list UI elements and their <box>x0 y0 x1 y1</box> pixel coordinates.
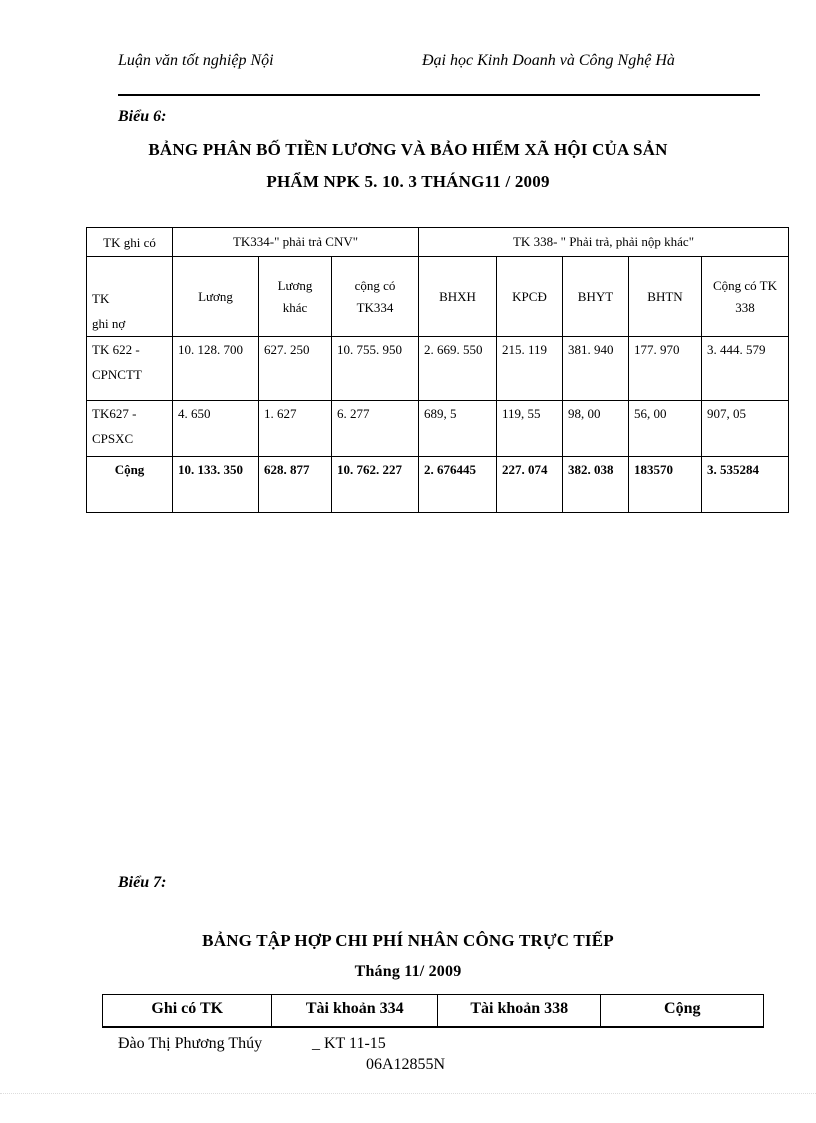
col-header: BHXH <box>419 257 497 337</box>
table-cell: 381. 940 <box>563 337 629 401</box>
table-cell: 56, 00 <box>629 401 702 457</box>
col-header: Lương <box>173 257 259 337</box>
corner-tk: TK <box>92 291 110 306</box>
table-cell: 10. 755. 950 <box>332 337 419 401</box>
table-row <box>87 401 789 457</box>
col-header: Ghi có TK <box>103 995 272 1026</box>
bieu6-title-line1: BẢNG PHÂN BỐ TIỀN LƯƠNG VÀ BẢO HIỂM XÃ HỘI CỦA SẢN <box>148 140 668 159</box>
table-cell: 10. 128. 700 <box>173 337 259 401</box>
table-cell: 907, 05 <box>702 401 789 457</box>
table-cell: 2. 669. 550 <box>419 337 497 401</box>
page-bottom-divider <box>0 1093 816 1094</box>
header-right: Đại học Kinh Doanh và Công Nghệ Hà <box>422 52 675 69</box>
col-header: KPCĐ <box>497 257 563 337</box>
table-cell: 628. 877 <box>259 457 332 513</box>
col-header: Lương khác <box>259 257 332 337</box>
table-cell: 10. 762. 227 <box>332 457 419 513</box>
corner-bottom <box>87 257 173 337</box>
corner-top: TK ghi có <box>87 228 173 257</box>
corner-ghi-no: ghi nợ <box>92 316 126 331</box>
col-header: BHTN <box>629 257 702 337</box>
table-cell: 98, 00 <box>563 401 629 457</box>
bieu6-label: Biểu 6: <box>118 108 167 125</box>
table-cell: TK 622 - CPNCTT <box>87 337 173 401</box>
table-cell: 227. 074 <box>497 457 563 513</box>
bieu7-table-header <box>102 994 764 1028</box>
table-cell: 119, 55 <box>497 401 563 457</box>
bieu7-title: BẢNG TẬP HỢP CHI PHÍ NHÂN CÔNG TRỰC TIẾP <box>202 931 614 950</box>
footer-author: Đào Thị Phương Thúy <box>118 1035 263 1052</box>
table-cell: 627. 250 <box>259 337 332 401</box>
table-cell: 6. 277 <box>332 401 419 457</box>
bieu6-title-line2: PHẨM NPK 5. 10. 3 THÁNG11 / 2009 <box>266 172 550 191</box>
group-header-338: TK 338- " Phải trả, phải nộp khác" <box>419 228 789 257</box>
footer-code: 06A12855N <box>366 1056 446 1073</box>
col-header: Tài khoản 338 <box>438 995 602 1026</box>
col-header: Cộng có TK 338 <box>702 257 789 337</box>
table-cell: 3. 535284 <box>702 457 789 513</box>
bieu7-label: Biểu 7: <box>118 874 167 891</box>
col-header: cộng có TK334 <box>332 257 419 337</box>
total-row <box>87 457 789 513</box>
table-cell: 177. 970 <box>629 337 702 401</box>
bieu7-subtitle: Tháng 11/ 2009 <box>354 963 462 980</box>
footer-class: _ KT 11-15 <box>312 1035 386 1052</box>
table-cell: 4. 650 <box>173 401 259 457</box>
table-cell: 3. 444. 579 <box>702 337 789 401</box>
bieu6-table <box>86 227 789 513</box>
col-header: Tài khoản 334 <box>272 995 438 1026</box>
table-cell: TK627 - CPSXC <box>87 401 173 457</box>
col-header: BHYT <box>563 257 629 337</box>
table-cell: 382. 038 <box>563 457 629 513</box>
header-divider <box>118 94 760 96</box>
table-cell: 215. 119 <box>497 337 563 401</box>
table-cell: 183570 <box>629 457 702 513</box>
col-header: Cộng <box>664 1000 701 1017</box>
table-cell: 1. 627 <box>259 401 332 457</box>
group-header-334: TK334-" phải trả CNV" <box>173 228 419 257</box>
header-left: Luận văn tốt nghiệp Nội <box>118 52 274 69</box>
table-row <box>87 337 789 401</box>
table-cell: 689, 5 <box>419 401 497 457</box>
table-cell: 10. 133. 350 <box>173 457 259 513</box>
table-cell: 2. 676445 <box>419 457 497 513</box>
table-cell: Cộng <box>87 457 173 513</box>
